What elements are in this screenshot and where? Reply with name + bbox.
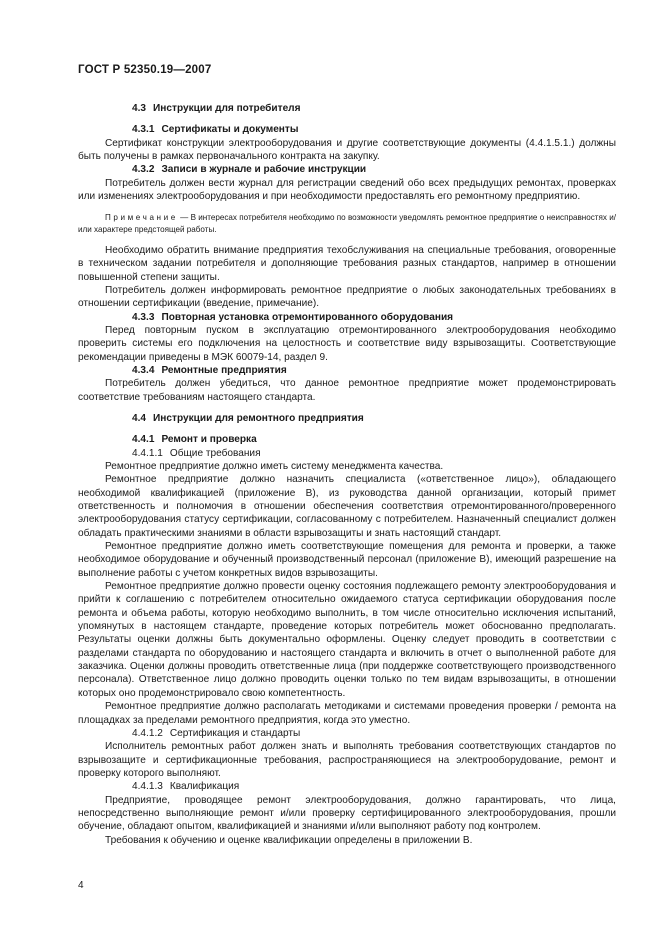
section-4-3-2-heading: 4.3.2 Записи в журнале и рабочие инструкции [132, 164, 367, 176]
section-4-4-1-1-heading: 4.4.1.1 Общие требования [132, 447, 261, 459]
note-label: Примечание [105, 213, 178, 223]
note-text: — В интересах потребителя необходимо по возможности уведомлять ремонтное предприятие о неисправностях и/или характере предстоящей работы. [78, 213, 616, 234]
paragraph: Ремонтное предприятие должно иметь систему менеджмента качества. [105, 460, 444, 472]
paragraph: Потребитель должен информировать ремонтное предприятие о любых законодательных требованиях в отношении сертификации (введение, примечание). [78, 284, 616, 310]
paragraph: Требования к обучению и оценке квалификации определены в приложении В. [105, 834, 473, 846]
paragraph: Ремонтное предприятие должно располагать методиками и системами проведения проверки / ремонта на площадках за пределами ремонтного предприятия, когда это уместно. [78, 701, 616, 726]
section-4-4-1-3-heading: 4.4.1.3 Квалификация [132, 781, 240, 793]
section-4-3-4-heading: 4.3.4 Ремонтные предприятия [132, 364, 287, 376]
paragraph: Необходимо обратить внимание предприятия техобслуживания на специальные требования, оговоренные в техническом задании потребителя и дополняющие требования разных стандартов, например в отношении повышенной степени защиты. [78, 244, 616, 283]
section-4-3-3-heading: 4.3.3 Повторная установка отремонтированного оборудования [132, 311, 454, 323]
paragraph: Потребитель должен вести журнал для регистрации сведений обо всех предыдущих ремонтах, проверках или изменениях электрооборудования и при необходимости предоставлять его ремонтному предприятию. [78, 177, 616, 203]
section-4-4-1-2-heading: 4.4.1.2 Сертификация и стандарты [132, 727, 301, 739]
section-4-3-heading: 4.3 Инструкции для потребителя [132, 103, 301, 114]
paragraph: Перед повторным пуском в эксплуатацию отремонтированного электрооборудования необходимо проверить системы его подключения на целостность и соответствие виду взрывозащиты. Соответствующие рекомендации приведены в МЭК 60079-14, раздел 9. [78, 324, 616, 363]
paragraph: Ремонтное предприятие должно назначить специалиста («ответственное лицо»), обладающего необходимой квалификацией (приложение В), из руководства данной организации, который примет ответственность и полномочия в отношении обеспечения соответствия отремонтированного/проверенного электрооборудования статусу сертификации, согласованному с потребителем. Назначенный специалист должен обладать практическими знаниями в области взрывозащиты и знать настоящий стандарт. [78, 474, 616, 539]
paragraph: Ремонтное предприятие должно иметь соответствующие помещения для ремонта и проверки, а также необходимое оборудование и обученный производственный персонал (приложение В), имеющий разрешение на выполнение работы с учетом конкретных видов взрывозащиты. [78, 541, 616, 579]
section-4-3-1-heading: 4.3.1 Сертификаты и документы [132, 124, 299, 136]
document-body [78, 94, 616, 847]
section-4-4-1-heading: 4.4.1 Ремонт и проверка [132, 434, 257, 446]
paragraph: Потребитель должен убедиться, что данное ремонтное предприятие может продемонстрировать соответствие требованиям настоящего стандарта. [78, 378, 616, 403]
paragraph: Сертификат конструкции электрооборудования и другие соответствующие документы (4.4.1.5.1.) должны быть получены в рамках первоначального контракта на закупку. [78, 137, 616, 163]
paragraph: Предприятие, проводящее ремонт электрооборудования, должно гарантировать, что лица, непосредственно выполняющие ремонт и/или проверку сертифицированного электрооборудования, прошли обучение, обладают опытом, квалификацией и знаниями и/или выполняют работу под контролем. [78, 794, 616, 833]
note [78, 212, 616, 234]
document-header: ГОСТ Р 52350.19—2007 [78, 64, 212, 76]
page-number: 4 [78, 880, 84, 891]
paragraph: Исполнитель ремонтных работ должен знать и выполнять требования соответствующих стандартов по взрывозащите и сертификационные требования, распространяющиеся на электрооборудование, ремонт и проверку которого выполняют. [78, 741, 616, 779]
section-4-4-heading: 4.4 Инструкции для ремонтного предприятия [132, 412, 364, 424]
paragraph: Ремонтное предприятие должно провести оценку состояния подлежащего ремонту электрооборудования и прийти к соглашению с потребителем относительно ожидаемого статуса сертификации оборудования после ремонта и объема работы, которую необходимо выполнить, в том числе относительно исключения испытаний, упомянутых в настоящем стандарте, проведение которых потребитель может обоснованно предполагать. Результаты оценки должны быть документально оформлены. Оценку следует проводить в соответствии с разделами стандарта по оборудованию и настоящего стандарта и включить в отчет о выполненной работе для заказчика. Оценки должны проводить ответственные лица (при поддержке соответствующего производственного персонала). Ответственное лицо должно проводить оценки только по тем видам взрывозащиты, в отношении которых оно продемонстрировало свою компетентность. [78, 581, 616, 699]
